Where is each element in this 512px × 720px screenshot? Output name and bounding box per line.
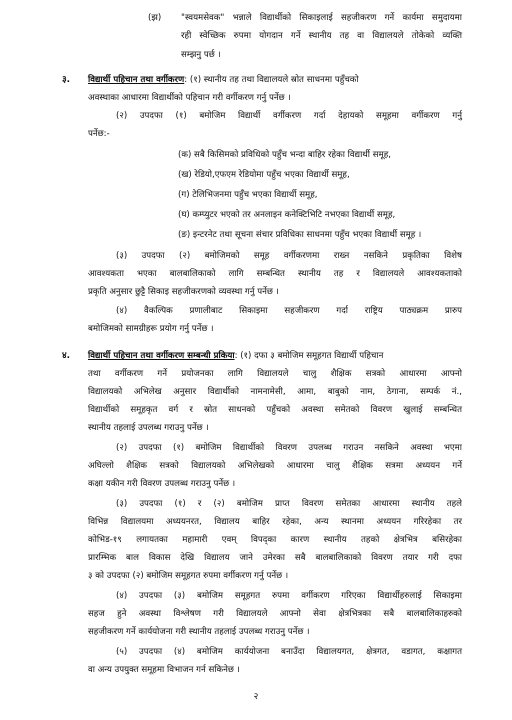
section-4-p5-line-1: (५) उपदफा (४) बमोजिम कार्ययोजना बनाउँदा विद्यालयगत, क्षेत्रगत, वडागत, कक्षागत: [116, 647, 462, 657]
section-4-p5-line-2: वा अन्य उपयुक्त समूहमा विभाजन गर्न सकिनेछ ।: [88, 665, 240, 675]
section-4-line-5: स्थानीय तहलाई उपलब्ध गराउनु पर्नेछ ।: [88, 423, 209, 433]
section-4-line-3: विद्यालयको अभिलेख अनुसार विद्यार्थीको नामनामेसी, आमा, बाबुको नाम, ठेगाना, सम्पर्क नं.,: [88, 387, 462, 397]
clause-marker-jha: (झ): [148, 13, 162, 23]
section-3-p3-line-1: (३) उपदफा (२) बमोजिमको समूह वर्गीकरणमा राख्न नसकिने प्रकृतिका विशेष: [116, 251, 462, 261]
page-number: २: [253, 692, 259, 702]
section-3-heading: विद्यार्थी पहिचान तथा वर्गीकरण: [88, 75, 185, 85]
section-4-p2-line-2: अघिल्लो शैक्षिक सत्रको विद्यालयको अभिलेखको आधारमा चालु शैक्षिक सत्रमा अध्ययन गर्ने: [88, 461, 462, 471]
section-3-p4-line-1: (४) वैकल्पिक प्रणालीबाट सिकाइमा सहजीकरण गर्दा राष्ट्रिय पाठ्यक्रम प्रारुप: [116, 306, 462, 316]
section-3-p3-line-2: आवश्यकता भएका बालबालिकाको लागि सम्बन्धित स्थानीय तह र विद्यालयले आवश्यकताको: [88, 269, 462, 279]
list-item-nga: (ङ) इन्टरनेट तथा सूचना संचार प्रविधिका साधनमा पहुँच भएका विद्यार्थी समूह ।: [178, 230, 422, 240]
list-item-gha: (घ) कम्प्युटर भएको तर अनलाइन कनेक्टिभिटि नभएका विद्यार्थी समूह,: [178, 210, 396, 220]
section-4-line-4: विद्यार्थीको समूहकृत वर्ग र स्रोत साधनको पहुँचको अवस्था समेतको विवरण खुलाई सम्बन्धित: [88, 405, 462, 415]
clause-jha-line-2: रही स्वेच्छिक रुपमा योगदान गर्ने स्थानीय तह वा विद्यालयले तोकेको व्यक्ति: [181, 31, 462, 41]
section-3-line-1: [88, 74, 462, 87]
section-4-line-1: [88, 350, 462, 363]
list-item-kha: (ख) रेडियो,एफएम रेडियोमा पहुँच भएका विद्यार्थी समूह,: [178, 170, 350, 180]
section-4-p3-line-5: ३ को उपदफा (२) बमोजिम समूहगत रुपमा वर्गीकरण गर्नु पर्नेछ ।: [88, 571, 289, 581]
section-3-p3-line-3: प्रकृति अनुसार छुट्टै सिकाइ सहजीकरणको व्यवस्था गर्नु पर्नेछ ।: [88, 287, 279, 297]
section-4-p3-line-3: कोभिड-१९ लगायतका महामारी एवम् विपद्का कारण स्थानीय तहको क्षेत्रभित्र बसिरहेका: [88, 535, 462, 545]
list-item-ga: (ग) टेलिभिजनमा पहुँच भएका विद्यार्थी समूह,: [178, 190, 318, 200]
section-3-line-2: अवस्थाका आधारमा विद्यार्थीको पहिचान गरी वर्गीकरण गर्नु पर्नेछ ।: [88, 93, 291, 103]
list-item-ka: (क) सबै किसिमको प्रविधिको पहुँच भन्दा बाहिर रहेका विद्यार्थी समूह,: [178, 150, 391, 160]
section-4-p2-line-3: कक्षा यकीन गरी विवरण उपलब्ध गराउनु पर्नेछ ।: [88, 479, 236, 489]
section-4-p3-line-1: (३) उपदफा (१) र (२) बमोजिम प्राप्त विवरण समेतका आधारमा स्थानीय तहले: [116, 499, 462, 509]
section-4-p4-line-2: सहज हुने अवस्था विश्लेषण गरी विद्यालयले आफ्नो सेवा क्षेत्रभित्रका सबै बालबालिकाहरुको: [88, 609, 462, 619]
section-4-p3-line-2: विभिन्न विद्यालयमा अध्ययनरत, विद्यालय बाहिर रहेका, अन्य स्थानमा अध्ययन गरिरहेका तर: [88, 517, 462, 527]
section-4-p4-line-3: सहजीकरण गर्ने कार्ययोजना गरी स्थानीय तहलाई उपलब्ध गराउनु पर्नेछ ।: [88, 627, 310, 637]
section-4-heading: विद्यार्थी पहिचान तथा वर्गीकरण सम्बन्धी प्रकिया: [88, 351, 235, 361]
section-4-p3-line-4: प्रारम्भिक बाल विकास देखि विद्यालय जाने उमेरका सबै बालबालिकाको विवरण तयार गरी दफा: [88, 553, 462, 563]
section-4-line-1-text: : (१) दफा ३ बमोजिम समूहगत विद्यार्थी पहिचान: [234, 351, 384, 361]
section-3-number: ३.: [62, 75, 71, 85]
section-3-line-1-text: : (१) स्थानीय तह तथा विद्यालयले स्रोत साधनमा पहुँचको: [184, 75, 359, 85]
section-4-number: ४.: [62, 351, 71, 361]
section-3-p4-line-2: बमोजिमको सामग्रीहरू प्रयोग गर्नु पर्नेछ ।: [88, 324, 214, 334]
section-3-p2-line-2: पर्नेछ:-: [88, 129, 110, 139]
section-4-p2-line-1: (२) उपदफा (१) बमोजिम विद्यार्थीको विवरण उपलब्ध गराउन नसकिने अवस्था भएमा: [116, 443, 462, 453]
section-4-line-2: तथा वर्गीकरण गर्ने प्रयोजनका लागि विद्यालयले चालु शैक्षिक सत्रको आधारमा आफ्नो: [88, 369, 462, 379]
section-3-p2-line-1: (२) उपदफा (१) बमोजिम विद्यार्थी वर्गीकरण गर्दा देहायको समूहमा वर्गीकरण गर्नु: [116, 111, 462, 121]
clause-jha-line-1: "स्वयमसेवक" भन्नाले विद्यार्थीको सिकाइलाई सहजीकरण गर्ने कार्यमा समुदायमा: [181, 13, 462, 23]
section-4-p4-line-1: (४) उपदफा (३) बमोजिम समूहगत रुपमा वर्गीकरण गरिएका विद्यार्थीहरुलाई सिकाइमा: [116, 591, 462, 601]
clause-jha-line-3: सम्झनु पर्छ ।: [181, 50, 221, 60]
